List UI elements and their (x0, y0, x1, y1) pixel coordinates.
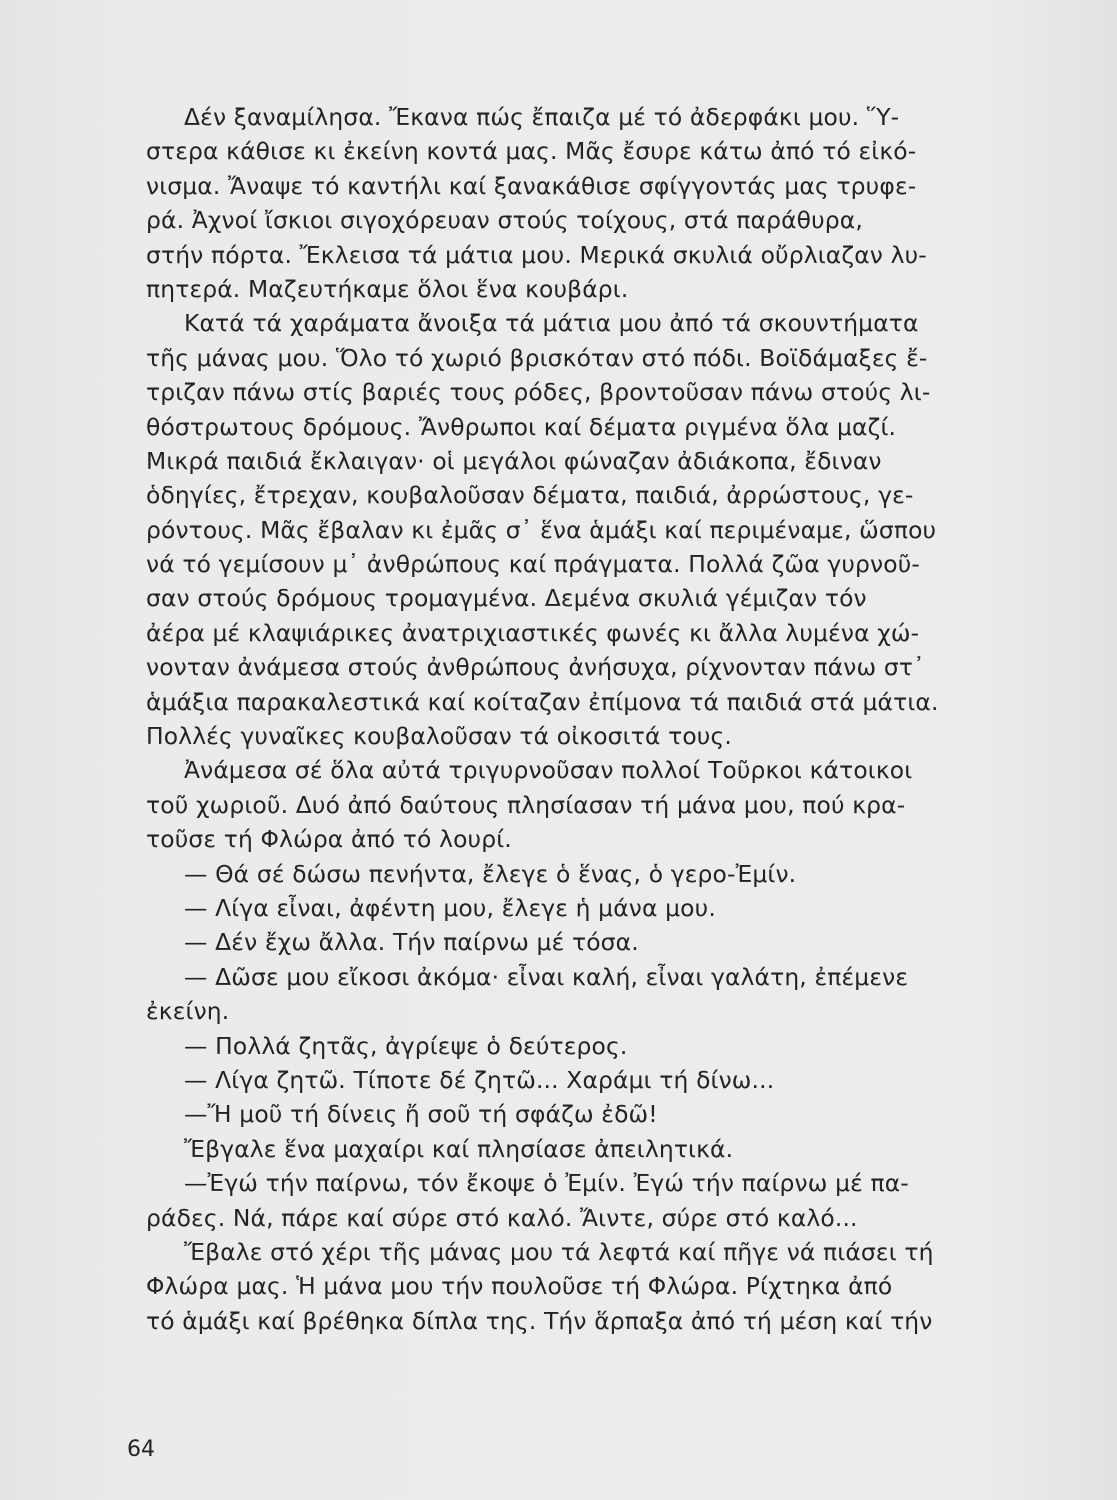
text-line: τριζαν πάνω στίς βαριές τους ρόδες, βροντοῦσαν πάνω στούς λι- (146, 378, 931, 407)
text-line: τοῦσε τή Φλώρα ἀπό τό λουρί. (146, 825, 512, 854)
text-line: τῆς μάνας μου. Ὅλο τό χωριό βρισκόταν στό πόδι. Βοϊδάμαξες ἔ- (146, 343, 928, 372)
text-line: νισμα. Ἄναψε τό καντήλι καί ξανακάθισε σφίγγοντάς μας τρυφε- (146, 171, 917, 200)
text-line: Ἔβγαλε ἕνα μαχαίρι καί πλησίασε ἀπειλητικά. (184, 1134, 734, 1163)
text-line: — Λίγα εἶναι, ἀφέντη μου, ἔλεγε ἡ μάνα μου. (184, 893, 716, 922)
text-line: ράδες. Νά, πάρε καί σύρε στό καλό. Ἄιντε, σύρε στό καλό... (146, 1203, 858, 1232)
text-line: Ἔβαλε στό χέρι τῆς μάνας μου τά λεφτά καί πῆγε νά πιάσει τή (184, 1237, 934, 1266)
text-line: πητερά. Μαζευτήκαμε ὅλοι ἕνα κουβάρι. (146, 274, 629, 303)
text-line: σαν στούς δρόμους τρομαγμένα. Δεμένα σκυλιά γέμιζαν τόν (146, 584, 867, 613)
body-text (146, 100, 998, 1338)
text-line: ὁδηγίες, ἔτρεχαν, κουβαλοῦσαν δέματα, παιδιά, ἀρρώστους, γε- (146, 481, 914, 510)
text-line: — Δῶσε μου εἴκοσι ἀκόμα· εἶναι καλή, εἶναι γαλάτη, ἐπέμενε (184, 962, 909, 991)
text-line: —Ἤ μοῦ τή δίνεις ἤ σοῦ τή σφάζω ἐδῶ! (184, 1100, 658, 1129)
text-line: θόστρωτους δρόμους. Ἄνθρωποι καί δέματα ριγμένα ὅλα μαζί. (146, 412, 897, 441)
text-line: — Λίγα ζητῶ. Τίποτε δέ ζητῶ... Χαράμι τή δίνω... (184, 1065, 775, 1094)
text-line: τό ἁμάξι καί βρέθηκα δίπλα της. Τήν ἅρπαξα ἀπό τή μέση καί τήν (146, 1306, 933, 1335)
text-line: — Πολλά ζητᾶς, ἀγρίεψε ὁ δεύτερος. (184, 1031, 628, 1060)
text-line: Φλώρα μας. Ἡ μάνα μου τήν πουλοῦσε τή Φλώρα. Ρίχτηκα ἀπό (146, 1272, 893, 1301)
page-number: 64 (127, 1437, 155, 1462)
text-line: —Ἐγώ τήν παίρνω, τόν ἔκοψε ὁ Ἐμίν. Ἐγώ τήν παίρνω μέ πα- (184, 1169, 909, 1198)
text-line: νονταν ἀνάμεσα στούς ἀνθρώπους ἀνήσυχα, ρίχνονταν πάνω στ᾽ (146, 653, 925, 682)
text-line: — Θά σέ δώσω πενήντα, ἔλεγε ὁ ἕνας, ὁ γερο-Ἐμίν. (184, 859, 797, 888)
text-line: τοῦ χωριοῦ. Δυό ἀπό δαύτους πλησίασαν τή μάνα μου, πού κρα- (146, 790, 906, 819)
text-line: — Δέν ἔχω ἄλλα. Τήν παίρνω μέ τόσα. (184, 928, 639, 957)
text-line: Μικρά παιδιά ἔκλαιγαν· οἱ μεγάλοι φώναζαν ἀδιάκοπα, ἔδιναν (146, 446, 882, 475)
text-line: ρά. Ἀχνοί ἴσκιοι σιγοχόρευαν στούς τοίχους, στά παράθυρα, (146, 206, 863, 235)
text-line: νά τό γεμίσουν μ᾽ ἀνθρώπους καί πράγματα. Πολλά ζῶα γυρνοῦ- (146, 550, 920, 579)
text-line: Ἀνάμεσα σέ ὅλα αὐτά τριγυρνοῦσαν πολλοί Τοῦρκοι κάτοικοι (184, 756, 913, 785)
text-line: Δέν ξαναμίλησα. Ἔκανα πώς ἔπαιζα μέ τό ἀδερφάκι μου. Ὕ- (184, 103, 900, 131)
text-line: ἁμάξια παρακαλεστικά καί κοίταζαν ἐπίμονα τά παιδιά στά μάτια. (146, 687, 939, 716)
text-line: Πολλές γυναῖκες κουβαλοῦσαν τά οἰκοσιτά τους. (146, 722, 732, 751)
text-line: στήν πόρτα. Ἔκλεισα τά μάτια μου. Μερικά σκυλιά οὔρλιαζαν λυ- (146, 240, 927, 269)
text-line: Κατά τά χαράματα ἄνοιξα τά μάτια μου ἀπό τά σκουντήματα (184, 309, 919, 338)
text-line: ἀέρα μέ κλαψιάρικες ἀνατριχιαστικές φωνές κι ἄλλα λυμένα χώ- (146, 618, 920, 647)
text-line: ἐκείνη. (146, 997, 230, 1026)
text-line: ρόντους. Μᾶς ἔβαλαν κι ἐμᾶς σ᾽ ἕνα ἁμάξι καί περιμέναμε, ὥσπου (146, 515, 937, 544)
text-line: στερα κάθισε κι ἐκείνη κοντά μας. Μᾶς ἔσυρε κάτω ἀπό τό εἰκό- (146, 137, 917, 166)
